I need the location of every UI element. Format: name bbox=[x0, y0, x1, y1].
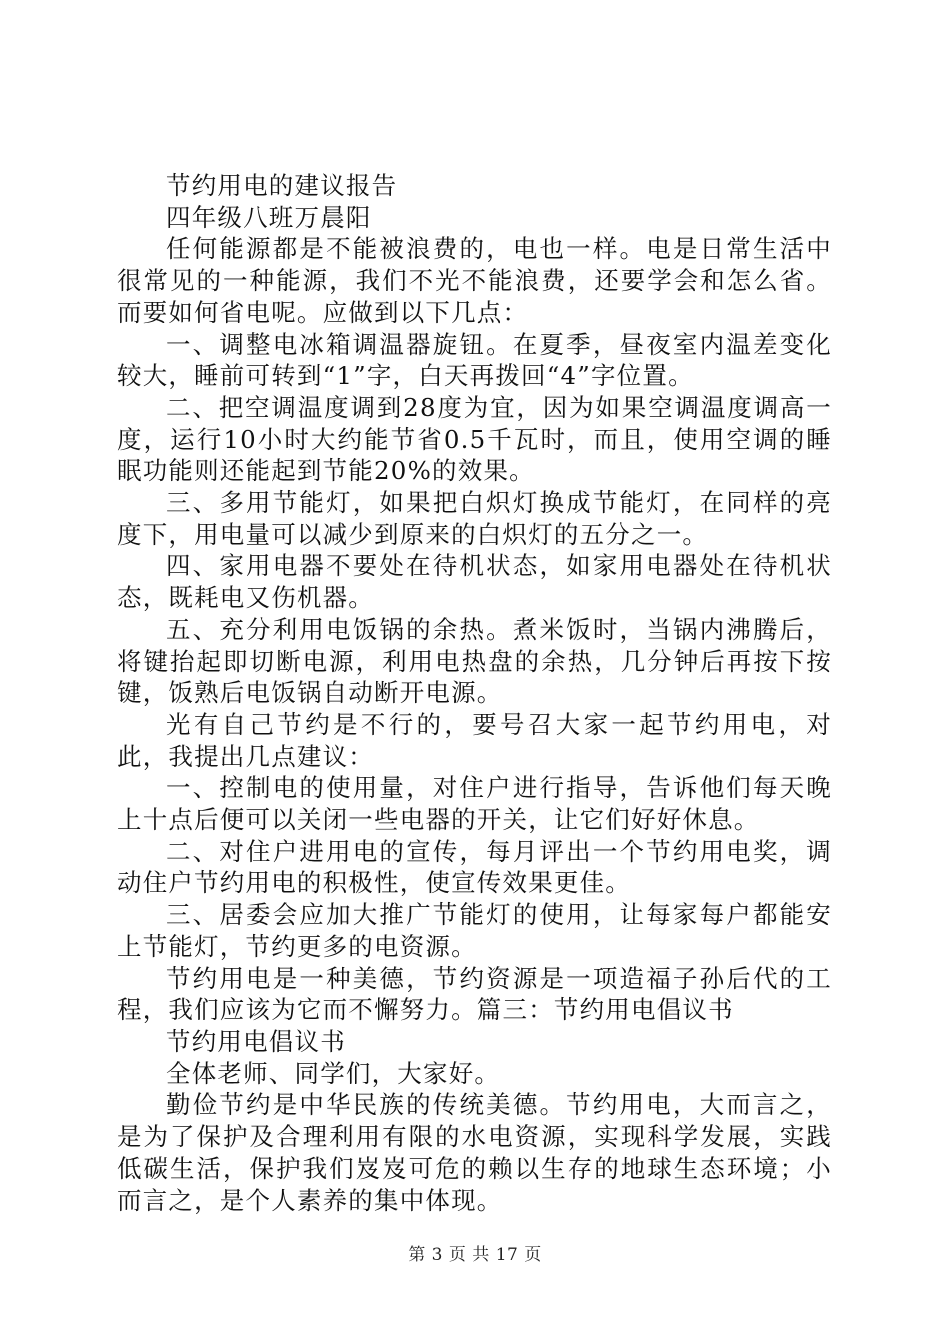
paragraph: 二、把空调温度调到28度为宜，因为如果空调温度调高一度，运行10小时大约能节省0.5千瓦时，而且，使用空调的睡眠功能则还能起到节能20%的效果。 bbox=[117, 392, 832, 486]
paragraph: 二、对住户进用电的宣传，每月评出一个节约用电奖，调动住户节约用电的积极性，使宣传效果更佳。 bbox=[117, 836, 832, 898]
page-number-footer: 第 3 页 共 17 页 bbox=[408, 1245, 542, 1265]
paragraph: 五、充分利用电饭锅的余热。煮米饭时，当锅内沸腾后，将键抬起即切断电源，利用电热盘的余热，几分钟后再按下按键，饭熟后电饭锅自动断开电源。 bbox=[117, 614, 832, 708]
paragraph: 一、调整电冰箱调温器旋钮。在夏季，昼夜室内温差变化较大，睡前可转到“1”字，白天再拨回“4”字位置。 bbox=[117, 329, 832, 391]
section-heading: 节约用电倡议书 bbox=[166, 1026, 346, 1056]
paragraph: 四、家用电器不要处在待机状态，如家用电器处在待机状态，既耗电又伤机器。 bbox=[117, 551, 832, 613]
paragraph: 三、多用节能灯，如果把白炽灯换成节能灯，在同样的亮度下，用电量可以减少到原来的白炽灯的五分之一。 bbox=[117, 488, 832, 549]
greeting-line: 全体老师、同学们，大家好。 bbox=[166, 1058, 501, 1088]
author-line: 四年级八班万晨阳 bbox=[166, 202, 372, 232]
paragraph: 勤俭节约是中华民族的传统美德。节约用电，大而言之，是为了保护及合理利用有限的水电资源，实现科学发展，实践低碳生活，保护我们岌岌可危的赖以生存的地球生态环境；小而言之，是个人素养的集中体现。 bbox=[117, 1090, 832, 1215]
document-title: 节约用电的建议报告 bbox=[166, 171, 398, 200]
paragraph: 光有自己节约是不行的，要号召大家一起节约用电，对此，我提出几点建议： bbox=[117, 709, 832, 771]
paragraph: 任何能源都是不能被浪费的，电也一样。电是日常生活中很常见的一种能源，我们不光不能浪费，还要学会和怎么省。而要如何省电呢。应做到以下几点： bbox=[117, 234, 832, 327]
paragraph: 一、控制电的使用量，对住户进行指导，告诉他们每天晚上十点后便可以关闭一些电器的开关，让它们好好休息。 bbox=[117, 773, 832, 835]
paragraph: 三、居委会应加大推广节能灯的使用，让每家每户都能安上节能灯，节约更多的电资源。 bbox=[117, 900, 832, 961]
paragraph: 节约用电是一种美德，节约资源是一项造福子孙后代的工程，我们应该为它而不懈努力。篇三：节约用电倡议书 bbox=[117, 963, 832, 1025]
document-body bbox=[117, 170, 832, 1216]
